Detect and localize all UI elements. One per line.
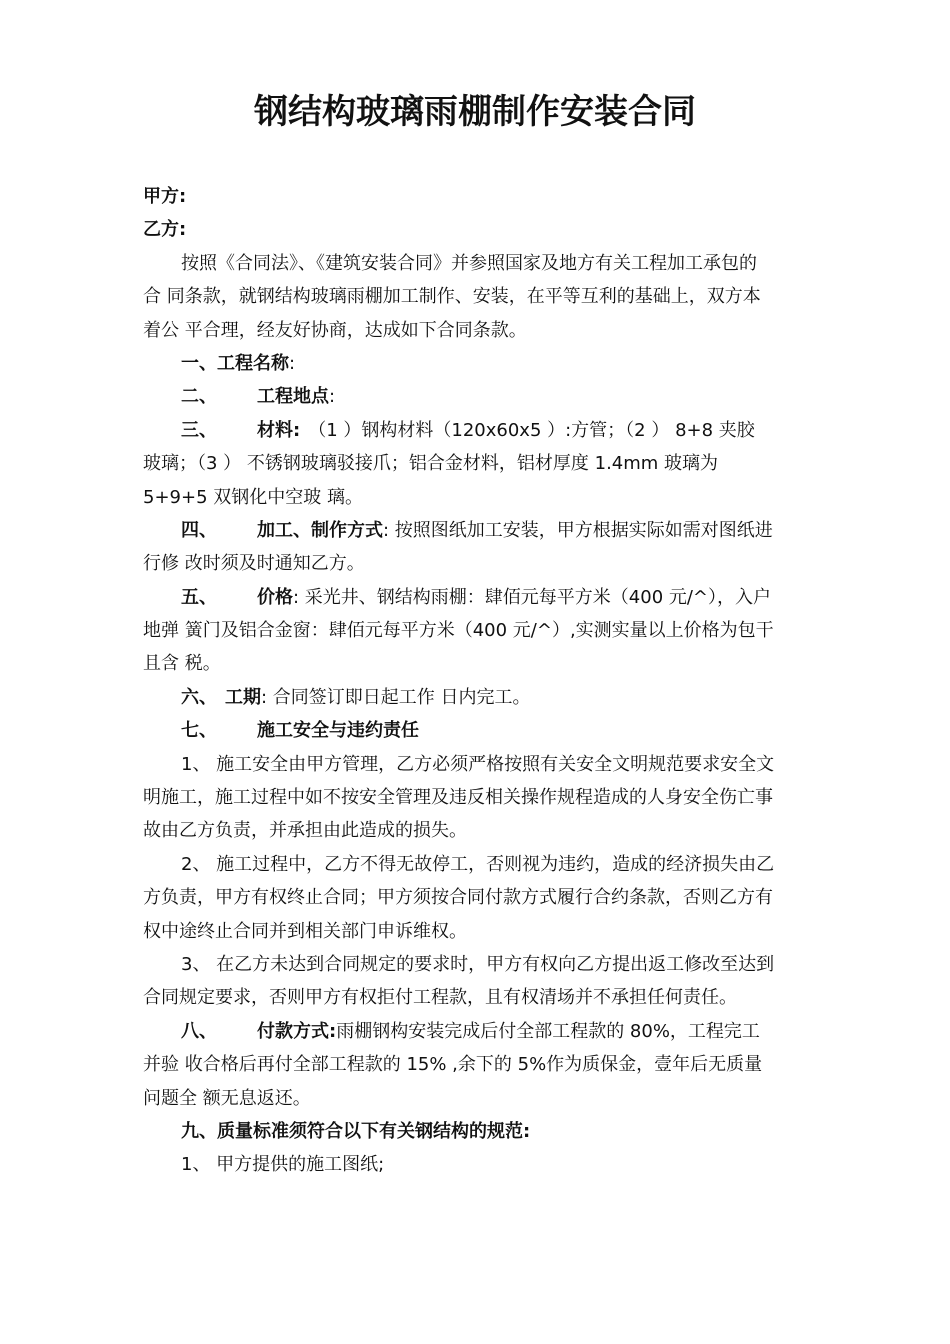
section-3-heading: 材料: [257, 419, 301, 441]
section-2-heading: 工程地点 [257, 386, 329, 408]
section-3-number: 三、 [181, 419, 217, 441]
section-3-line-1: （1 ）钢构材料（120x60x5 ）:方管；（2 ） 8+8 夹胶 [308, 419, 755, 441]
section-8-line-3: 问题全 额无息返还。 [143, 1087, 311, 1109]
section-7-item-2-line-3: 权中途终止合同并到相关部门申诉维权。 [143, 920, 467, 942]
section-1-heading: 一、工程名称 [181, 352, 289, 374]
section-7-safety-liability [143, 714, 818, 747]
section-8-line-2: 并验 收合格后再付全部工程款的 15% ,余下的 5%作为质保金，壹年后无质量 [143, 1054, 763, 1076]
intro-line-3: 着公 平合理，经友好协商，达成如下合同条款。 [143, 319, 527, 341]
section-8-heading: 付款方式: [257, 1020, 337, 1042]
section-1-value: : [289, 352, 296, 374]
contract-body [143, 180, 818, 1182]
section-3-line-3: 5+9+5 双钢化中空玻 璃。 [143, 486, 363, 508]
section-3-line-2: 玻璃；（3 ） 不锈钢玻璃驳接爪；铝合金材料，铝材厚度 1.4mm 玻璃为 [143, 453, 719, 475]
section-4-line-1: : 按照图纸加工安装，甲方根据实际如需对图纸进 [383, 519, 773, 541]
section-6-duration [143, 681, 818, 714]
section-2-value: : [329, 386, 336, 408]
section-7-heading: 施工安全与违约责任 [257, 720, 419, 742]
section-4-number: 四、 [181, 519, 217, 541]
section-8-line-1: 雨棚钢构安装完成后付全部工程款的 80%，工程完工 [336, 1020, 760, 1042]
section-7-item-1-line-1: 1、 施工安全由甲方管理，乙方必须严格按照有关安全文明规范要求安全文 [181, 753, 775, 775]
section-7-item-3-line-1: 3、 在乙方未达到合同规定的要求时，甲方有权向乙方提出返工修改至达到 [181, 953, 775, 975]
section-5-price [143, 581, 818, 614]
intro-line-1: 按照《合同法》、《建筑安装合同》并参照国家及地方有关工程加工承包的 [181, 252, 757, 274]
section-9-quality-standards: 九、质量标准须符合以下有关钢结构的规范: [181, 1120, 531, 1142]
section-4-line-2: 行修 改时须及时通知乙方。 [143, 553, 365, 575]
section-5-line-3: 且含 税。 [143, 653, 221, 675]
section-8-number: 八、 [181, 1020, 217, 1042]
section-5-heading: 价格 [257, 586, 293, 608]
section-5-line-1: : 采光井、钢结构雨棚：肆佰元每平方米（400 元/^），入户 [293, 586, 772, 608]
intro-line-2: 合 同条款，就钢结构玻璃雨棚加工制作、安装，在平等互利的基础上，双方本 [143, 286, 761, 308]
party-b-label: 乙方: [143, 219, 187, 241]
section-6-heading: 工期 [225, 686, 261, 708]
section-1-project-name [143, 347, 818, 380]
section-7-item-3-line-2: 合同规定要求，否则甲方有权拒付工程款，且有权清场并不承担任何责任。 [143, 987, 737, 1009]
section-7-item-2-line-2: 方负责，甲方有权终止合同；甲方须按合同付款方式履行合约条款，否则乙方有 [143, 887, 773, 909]
section-4-processing [143, 514, 818, 547]
party-a-label: 甲方: [143, 186, 187, 207]
document-title: 钢结构玻璃雨棚制作安装合同 [254, 92, 696, 132]
section-7-number: 七、 [181, 720, 217, 742]
section-3-materials [143, 414, 818, 447]
section-4-heading: 加工、制作方式 [257, 519, 383, 541]
section-2-project-location [143, 380, 818, 413]
section-7-item-2-line-1: 2、 施工过程中，乙方不得无故停工，否则视为违约，造成的经济损失由乙 [181, 853, 775, 875]
section-6-value: : 合同签订即日起工作 日内完工。 [261, 686, 531, 708]
section-8-payment [143, 1015, 818, 1048]
section-9-item-1: 1、 甲方提供的施工图纸; [181, 1154, 385, 1176]
section-5-number: 五、 [181, 586, 217, 608]
section-6-number: 六、 [181, 686, 217, 708]
section-7-item-1-line-2: 明施工，施工过程中如不按安全管理及违反相关操作规程造成的人身安全伤亡事 [143, 787, 773, 809]
section-7-item-1-line-3: 故由乙方负责，并承担由此造成的损失。 [143, 820, 467, 842]
section-5-line-2: 地弹 簧门及铝合金窗：肆佰元每平方米（400 元/^）,实测实量以上价格为包干 [143, 620, 774, 642]
section-2-number: 二、 [181, 386, 217, 408]
